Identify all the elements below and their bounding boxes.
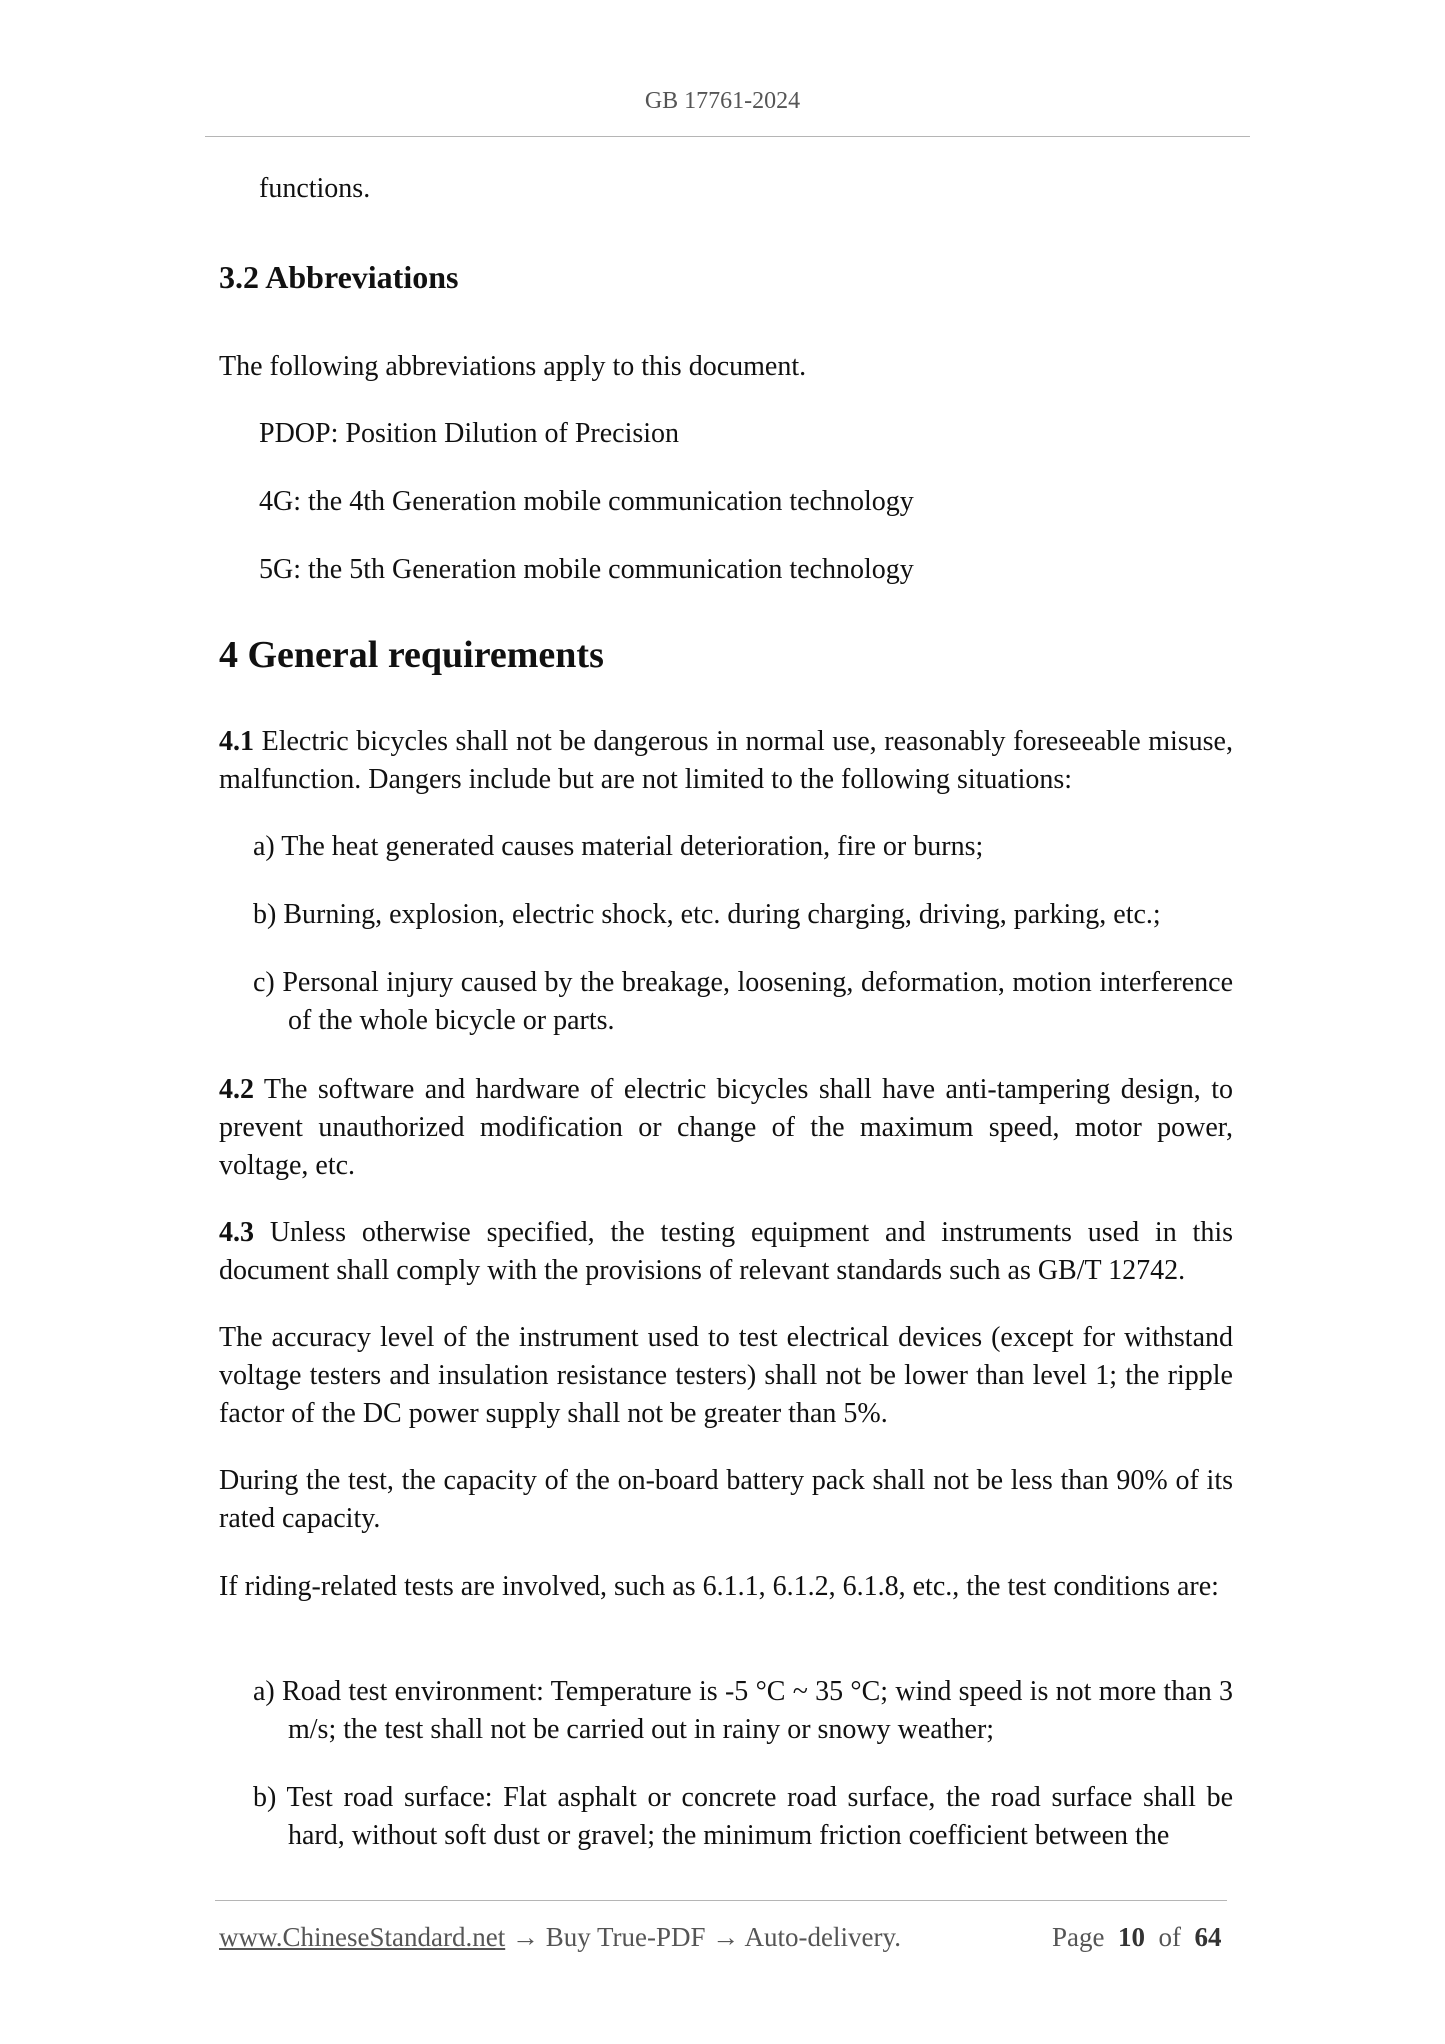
clause-number: 4.2 [219,1074,254,1105]
website-link[interactable]: www.ChineseStandard.net [219,1922,506,1952]
abbreviation-item: 4G: the 4th Generation mobile communication technology [259,486,914,517]
clause-4-1 [219,723,1233,799]
abbreviation-item: 5G: the 5th Generation mobile communication technology [259,554,914,585]
clause-4-2 [219,1071,1233,1185]
list-item: c) Personal injury caused by the breakage, loosening, deformation, motion interference of the whole bicycle or parts. [253,967,1233,1036]
footer-divider [215,1900,1227,1901]
list-item: b) Burning, explosion, electric shock, etc. during charging, driving, parking, etc.; [253,899,1161,930]
footer-promo [219,1922,901,1953]
delivery-text: Auto-delivery. [744,1922,901,1952]
clause-number: 4.3 [219,1217,254,1248]
abbreviations-intro: The following abbreviations apply to this document. [219,351,807,382]
clause-text: The software and hardware of electric bicycles shall have anti-tampering design, to prevent unauthorized modification or change of the maximum speed, motor power, voltage, etc. [219,1074,1233,1181]
current-page: 10 [1117,1922,1145,1952]
clause-number: 4.1 [219,726,254,757]
list-item: b) Test road surface: Flat asphalt or concrete road surface, the road surface shall be hard, without soft dust or gravel; the minimum friction coefficient between the [253,1782,1233,1851]
list-item: a) The heat generated causes material deterioration, fire or burns; [253,831,984,862]
section-3-2-heading: 3.2 Abbreviations [219,259,459,295]
battery-paragraph: During the test, the capacity of the on-board battery pack shall not be less than 90% of its rated capacity. [219,1465,1233,1534]
continuation-text: functions. [259,173,371,204]
total-pages: 64 [1194,1922,1222,1952]
section-4-heading: 4 General requirements [219,634,604,676]
document-code: GB 17761-2024 [644,88,801,114]
clause-text: Electric bicycles shall not be dangerous in normal use, reasonably foreseeable misuse, malfunction. Dangers include but are not limited to the following situations: [219,726,1233,795]
header-divider [205,136,1250,137]
clause-text: Unless otherwise specified, the testing equipment and instruments used in this document shall comply with the provisions of relevant standards such as GB/T 12742. [219,1217,1233,1286]
of-label: of [1158,1922,1181,1952]
page-label: Page [1052,1922,1105,1952]
abbreviation-item: PDOP: Position Dilution of Precision [259,418,680,449]
page-number [1052,1922,1221,1953]
arrow-icon: → [511,1922,539,1952]
list-item: a) Road test environment: Temperature is -5 °C ~ 35 °C; wind speed is not more than 3 m/s; the test shall not be carried out in rainy or snowy weather; [253,1676,1233,1745]
buy-text: Buy True-PDF [545,1922,706,1952]
accuracy-paragraph: The accuracy level of the instrument used to test electrical devices (except for withstand voltage testers and insulation resistance testers) shall not be lower than level 1; the ripple factor of the DC power supply shall not be greater than 5%. [219,1322,1233,1429]
riding-paragraph: If riding-related tests are involved, such as 6.1.1, 6.1.2, 6.1.8, etc., the test conditions are: [219,1571,1219,1602]
arrow-icon: → [712,1922,740,1952]
clause-4-3 [219,1214,1233,1290]
